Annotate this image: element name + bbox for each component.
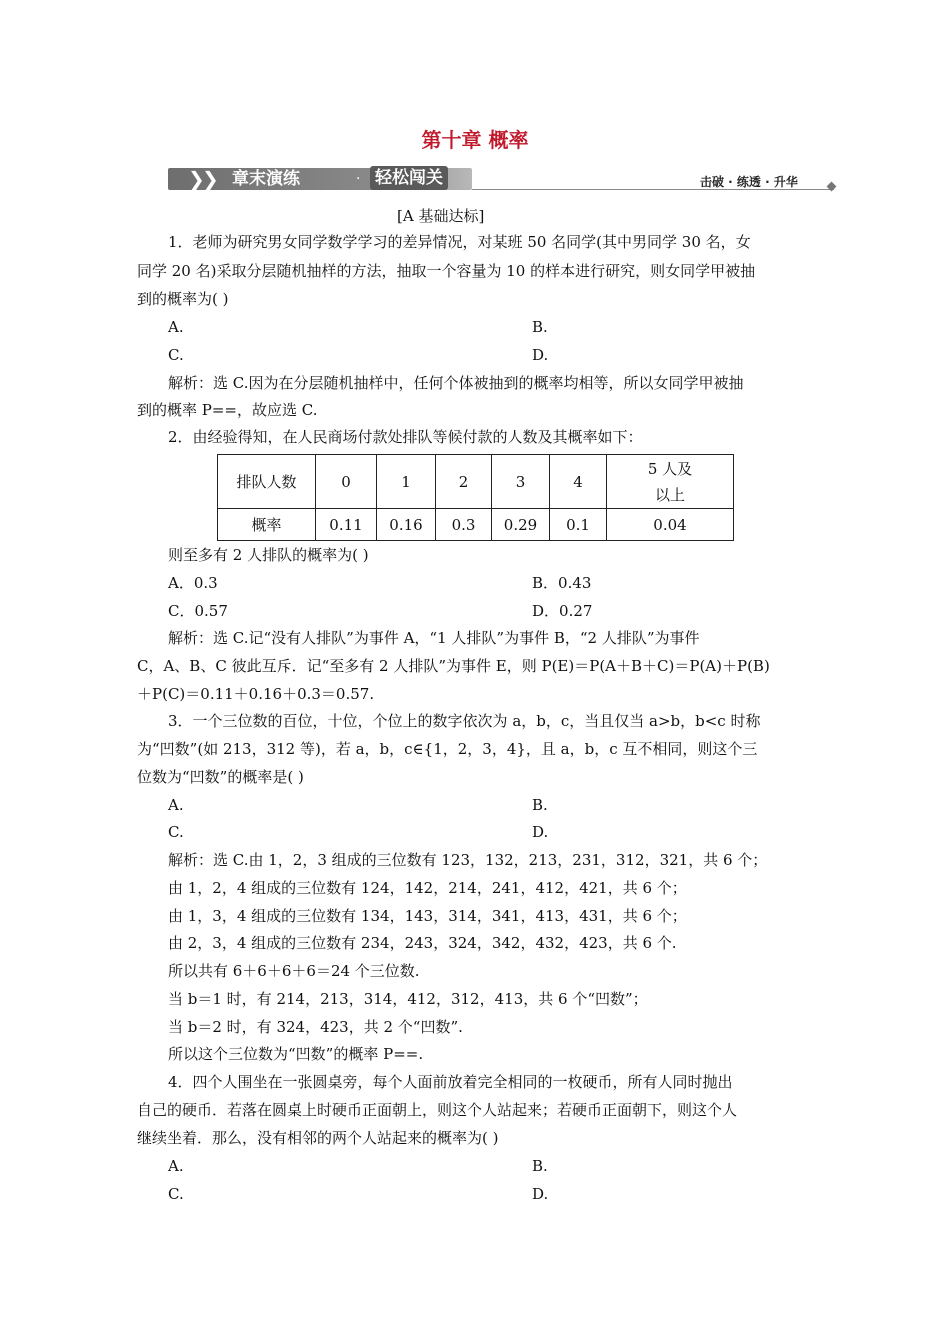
table-cell: 概率 (218, 509, 316, 541)
q1-option-b: B. (532, 318, 548, 336)
chevron-right-icon: ❯ (202, 167, 219, 191)
q3-solution-2: 由 1，2，4 组成的三位数有 124，142，214，241，412，421，共 6 个； (168, 879, 687, 897)
queue-probability-table (217, 454, 734, 541)
table-cell: 1 (377, 455, 436, 509)
cell-text: 5 人及 (647, 459, 693, 478)
q2-solution-2: C，A、B、C 彼此互斥．记“至多有 2 人排队”为事件 E，则 P(E)＝P(A＋B＋C)＝P(A)＋P(B) (137, 657, 770, 675)
banner-dot: · (356, 171, 361, 187)
banner-highlight: 轻松闯关 (370, 166, 448, 190)
table-cell: 2 (436, 455, 492, 509)
q2-line-1: 2．由经验得知，在人民商场付款处排队等候付款的人数及其概率如下： (168, 428, 643, 446)
q1-line-1: 1．老师为研究男女同学数学学习的差异情况，对某班 50 名同学(其中男同学 30 名，女 (168, 233, 751, 251)
q3-solution-7: 当 b＝2 时，有 324，423，共 2 个“凹数”. (168, 1018, 463, 1036)
table-cell: 0.29 (492, 509, 550, 541)
q3-option-d: D. (532, 823, 549, 841)
table-cell: 0.04 (607, 509, 734, 541)
q4-option-d: D. (532, 1185, 549, 1203)
q2-option-d: D．0.27 (532, 602, 593, 620)
table-cell: 0.3 (436, 509, 492, 541)
q4-option-b: B. (532, 1157, 548, 1175)
q3-solution-1: 解析：选 C.由 1，2，3 组成的三位数有 123，132，213，231，312，321，共 6 个； (168, 851, 768, 869)
q4-line-1: 4．四个人围坐在一张圆桌旁，每个人面前放着完全相同的一枚硬币，所有人同时抛出 (168, 1073, 733, 1091)
table-cell: 0.11 (316, 509, 377, 541)
q4-line-2: 自己的硬币．若落在圆桌上时硬币正面朝上，则这个人站起来；若硬币正面朝下，则这个人 (137, 1101, 738, 1119)
chevron-right-icon: ❯ (188, 167, 205, 191)
q3-option-a: A. (168, 796, 184, 814)
q2-solution-1: 解析：选 C.记“没有人排队”为事件 A，“1 人排队”为事件 B，“2 人排队”为事件 (168, 629, 700, 647)
q2-option-a: A．0.3 (168, 574, 218, 592)
q3-solution-3: 由 1，3，4 组成的三位数有 134，143，314，341，413，431，共 6 个； (168, 907, 687, 925)
q2-option-c: C．0.57 (168, 602, 228, 620)
table-cell: 0 (316, 455, 377, 509)
q3-option-b: B. (532, 796, 548, 814)
q1-option-d: D. (532, 346, 549, 364)
banner-tagline: 击破 · 练透 · 升华 (700, 175, 798, 189)
table-row (218, 455, 734, 509)
q1-solution-2: 到的概率 P==，故应选 C. (137, 401, 318, 419)
q3-option-c: C. (168, 823, 184, 841)
table-row (218, 509, 734, 541)
cell-text: 以上 (654, 485, 685, 504)
chapter-title: 第十章 概率 (421, 128, 529, 152)
q3-solution-5: 所以共有 6＋6＋6＋6＝24 个三位数. (168, 962, 420, 980)
table-cell: 4 (550, 455, 607, 509)
q4-line-3: 继续坐着．那么，没有相邻的两个人站起来的概率为( ) (137, 1129, 499, 1147)
q2-question: 则至多有 2 人排队的概率为( ) (168, 546, 369, 564)
q4-option-a: A. (168, 1157, 184, 1175)
section-banner (168, 164, 840, 194)
q3-line-1: 3．一个三位数的百位，十位，个位上的数字依次为 a，b，c，当且仅当 a>b，b<c 时称 (168, 712, 761, 730)
q2-solution-3: ＋P(C)＝0.11＋0.16＋0.3＝0.57. (137, 685, 375, 703)
q3-line-2: 为“凹数”(如 213，312 等)，若 a，b，c∈{1，2，3，4}，且 a，b，c 互不相同，则这个三 (137, 740, 758, 758)
section-heading: [A 基础达标] (397, 207, 485, 225)
q1-solution-1: 解析：选 C.因为在分层随机抽样中，任何个体被抽到的概率均相等，所以女同学甲被抽 (168, 374, 744, 392)
table-cell: 0.16 (377, 509, 436, 541)
banner-label: 章末演练 (232, 169, 300, 189)
table-cell (607, 455, 734, 509)
q3-solution-6: 当 b＝1 时，有 214，213，314，412，312，413，共 6 个“凹数”； (168, 990, 648, 1008)
q3-solution-8: 所以这个三位数为“凹数”的概率 P==. (168, 1045, 424, 1063)
q2-option-b: B．0.43 (532, 574, 592, 592)
q3-solution-4: 由 2，3，4 组成的三位数有 234，243，324，342，432，423，共 6 个. (168, 934, 677, 952)
q1-option-c: C. (168, 346, 184, 364)
q3-line-3: 位数为“凹数”的概率是( ) (137, 768, 304, 786)
table-cell: 排队人数 (218, 455, 316, 509)
q1-option-a: A. (168, 318, 184, 336)
table-cell: 3 (492, 455, 550, 509)
q1-line-2: 同学 20 名)采取分层随机抽样的方法，抽取一个容量为 10 的样本进行研究，则女同学甲被抽 (137, 262, 756, 280)
q1-line-3: 到的概率为( ) (137, 290, 229, 308)
q4-option-c: C. (168, 1185, 184, 1203)
table-cell: 0.1 (550, 509, 607, 541)
